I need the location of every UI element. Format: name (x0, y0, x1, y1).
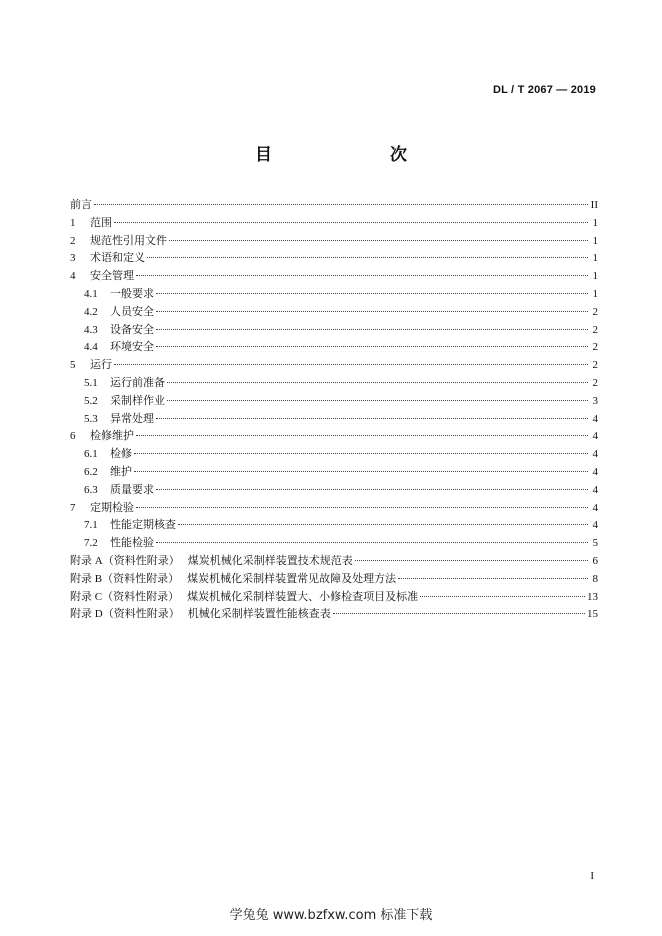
toc-entry-page: 4 (592, 519, 598, 532)
toc-entry[interactable] (70, 232, 598, 250)
toc-entry-title: 人员安全 (110, 304, 154, 318)
toc-entry-title: 煤炭机械化采制样装置常见故障及处理方法 (187, 571, 397, 585)
toc-entry-page: 4 (592, 430, 598, 443)
toc-entry-number: 5.2 (84, 394, 98, 407)
toc-dot-leader (167, 382, 588, 383)
toc-entry-number: 7.2 (84, 537, 98, 550)
table-of-contents (70, 196, 598, 623)
toc-entry-page: 2 (592, 341, 598, 354)
toc-entry[interactable] (70, 499, 598, 517)
toc-entry-page: II (590, 199, 598, 211)
toc-entry[interactable] (70, 570, 598, 588)
toc-entry[interactable] (70, 463, 598, 481)
toc-entry-number: 5.1 (84, 376, 98, 389)
toc-entry-page: 2 (592, 323, 598, 336)
toc-entry[interactable] (70, 374, 598, 392)
toc-dot-leader (167, 400, 588, 401)
toc-dot-leader (114, 364, 588, 365)
toc-entry-title: 一般要求 (110, 286, 154, 300)
toc-entry-page: 4 (592, 412, 598, 425)
toc-entry-page: 1 (592, 216, 598, 229)
toc-entry-title: 范围 (90, 215, 112, 229)
toc-entry-page: 3 (592, 394, 598, 407)
toc-dot-leader (136, 435, 588, 436)
toc-dot-leader (94, 204, 588, 205)
watermark-text: 学兔兔 www.bzfxw.com 标准下载 (229, 908, 433, 923)
toc-entry[interactable] (70, 481, 598, 499)
toc-entry-number: 6 (70, 430, 76, 443)
toc-entry[interactable] (70, 303, 598, 321)
toc-dot-leader (178, 524, 588, 525)
toc-entry-number: 7.1 (84, 519, 98, 532)
toc-entry-number: 6.2 (84, 465, 98, 478)
toc-entry-page: 4 (592, 465, 598, 478)
toc-entry[interactable] (70, 392, 598, 410)
standard-code: DL / T 2067 — 2019 (492, 84, 596, 96)
toc-dot-leader (156, 329, 588, 330)
toc-entry[interactable] (70, 321, 598, 339)
toc-entry-page: 15 (587, 608, 598, 621)
toc-entry-title: 机械化采制样装置性能核查表 (187, 607, 331, 621)
toc-entry-number: 4 (70, 270, 76, 283)
toc-entry-page: 4 (592, 483, 598, 496)
toc-dot-leader (136, 275, 588, 276)
toc-entry-page: 2 (592, 359, 598, 372)
toc-dot-leader (156, 311, 588, 312)
toc-entry-number: 1 (70, 216, 76, 229)
toc-entry-title: 维护 (110, 464, 132, 478)
toc-entry-title: 煤炭机械化采制样装置技术规范表 (187, 553, 353, 567)
toc-dot-leader (114, 222, 588, 223)
toc-entry-number: 3 (70, 252, 76, 265)
toc-entry-number: 5.3 (84, 412, 98, 425)
toc-entry-number: 6.3 (84, 483, 98, 496)
toc-entry-page: 2 (592, 305, 598, 318)
toc-entry[interactable] (70, 267, 598, 285)
toc-entry-title: 前言 (70, 198, 92, 211)
page-number: I (590, 870, 594, 882)
toc-dot-leader (134, 471, 588, 472)
toc-entry[interactable] (70, 552, 598, 570)
toc-entry[interactable] (70, 516, 598, 534)
toc-entry-title: 采制样作业 (110, 393, 165, 407)
toc-entry[interactable] (70, 427, 598, 445)
toc-entry-title: 安全管理 (90, 269, 134, 283)
toc-dot-leader (169, 240, 588, 241)
toc-entry-number: 附录 A（资料性附录） (70, 554, 180, 567)
toc-dot-leader (147, 257, 588, 258)
toc-entry-title: 性能定期核查 (110, 518, 176, 532)
toc-dot-leader (156, 418, 588, 419)
toc-dot-leader (134, 453, 588, 454)
toc-entry-number: 4.1 (84, 287, 98, 300)
toc-entry-number: 附录 D（资料性附录） (70, 608, 180, 621)
toc-entry-page: 2 (592, 376, 598, 389)
toc-dot-leader (398, 578, 588, 579)
toc-entry-page: 4 (592, 448, 598, 461)
toc-dot-leader (156, 489, 588, 490)
toc-entry[interactable] (70, 410, 598, 428)
toc-dot-leader (420, 596, 585, 597)
toc-entry[interactable] (70, 285, 598, 303)
toc-entry-title: 术语和定义 (90, 251, 145, 265)
toc-entry-title: 定期检验 (90, 500, 134, 514)
toc-dot-leader (156, 293, 588, 294)
toc-entry-page: 1 (592, 234, 598, 247)
toc-entry-title: 运行 (90, 358, 112, 372)
toc-entry-page: 6 (592, 554, 598, 567)
toc-entry-title: 设备安全 (110, 322, 154, 336)
toc-entry-number: 6.1 (84, 448, 98, 461)
toc-dot-leader (156, 346, 588, 347)
toc-dot-leader (156, 542, 588, 543)
toc-entry[interactable] (70, 605, 598, 623)
toc-entry-page: 13 (587, 590, 598, 603)
toc-dot-leader (136, 507, 588, 508)
toc-entry-number: 4.2 (84, 305, 98, 318)
toc-entry[interactable] (70, 214, 598, 232)
toc-entry-number: 7 (70, 501, 76, 514)
toc-entry-title: 检修维护 (90, 429, 134, 443)
toc-entry-page: 1 (592, 252, 598, 265)
toc-entry-title: 质量要求 (110, 482, 154, 496)
toc-entry-title: 检修 (110, 447, 132, 461)
toc-entry[interactable] (70, 534, 598, 552)
toc-entry-number: 附录 C（资料性附录） (70, 590, 180, 603)
toc-entry[interactable] (70, 249, 598, 267)
toc-entry-title: 煤炭机械化采制样装置大、小修检查项目及标准 (187, 589, 419, 603)
toc-dot-leader (333, 613, 585, 614)
toc-entry-number: 附录 B（资料性附录） (70, 572, 180, 585)
toc-entry-title: 环境安全 (110, 340, 154, 354)
toc-entry-number: 5 (70, 359, 76, 372)
toc-entry-title: 性能检验 (110, 536, 154, 550)
toc-entry-page: 5 (592, 537, 598, 550)
toc-dot-leader (355, 560, 588, 561)
toc-entry-title: 运行前准备 (110, 375, 165, 389)
toc-entry-page: 1 (592, 287, 598, 300)
toc-entry-page: 1 (592, 270, 598, 283)
toc-entry-page: 4 (592, 501, 598, 514)
toc-entry[interactable] (70, 196, 598, 214)
page-title: 目 次 (255, 145, 435, 165)
toc-entry[interactable] (70, 356, 598, 374)
toc-entry-title: 异常处理 (110, 411, 154, 425)
toc-entry[interactable] (70, 445, 598, 463)
toc-entry-page: 8 (592, 572, 598, 585)
toc-entry[interactable] (70, 588, 598, 606)
toc-entry-title: 规范性引用文件 (90, 233, 167, 247)
toc-entry-number: 4.3 (84, 323, 98, 336)
toc-entry[interactable] (70, 338, 598, 356)
toc-entry-number: 4.4 (84, 341, 98, 354)
toc-entry-number: 2 (70, 234, 76, 247)
